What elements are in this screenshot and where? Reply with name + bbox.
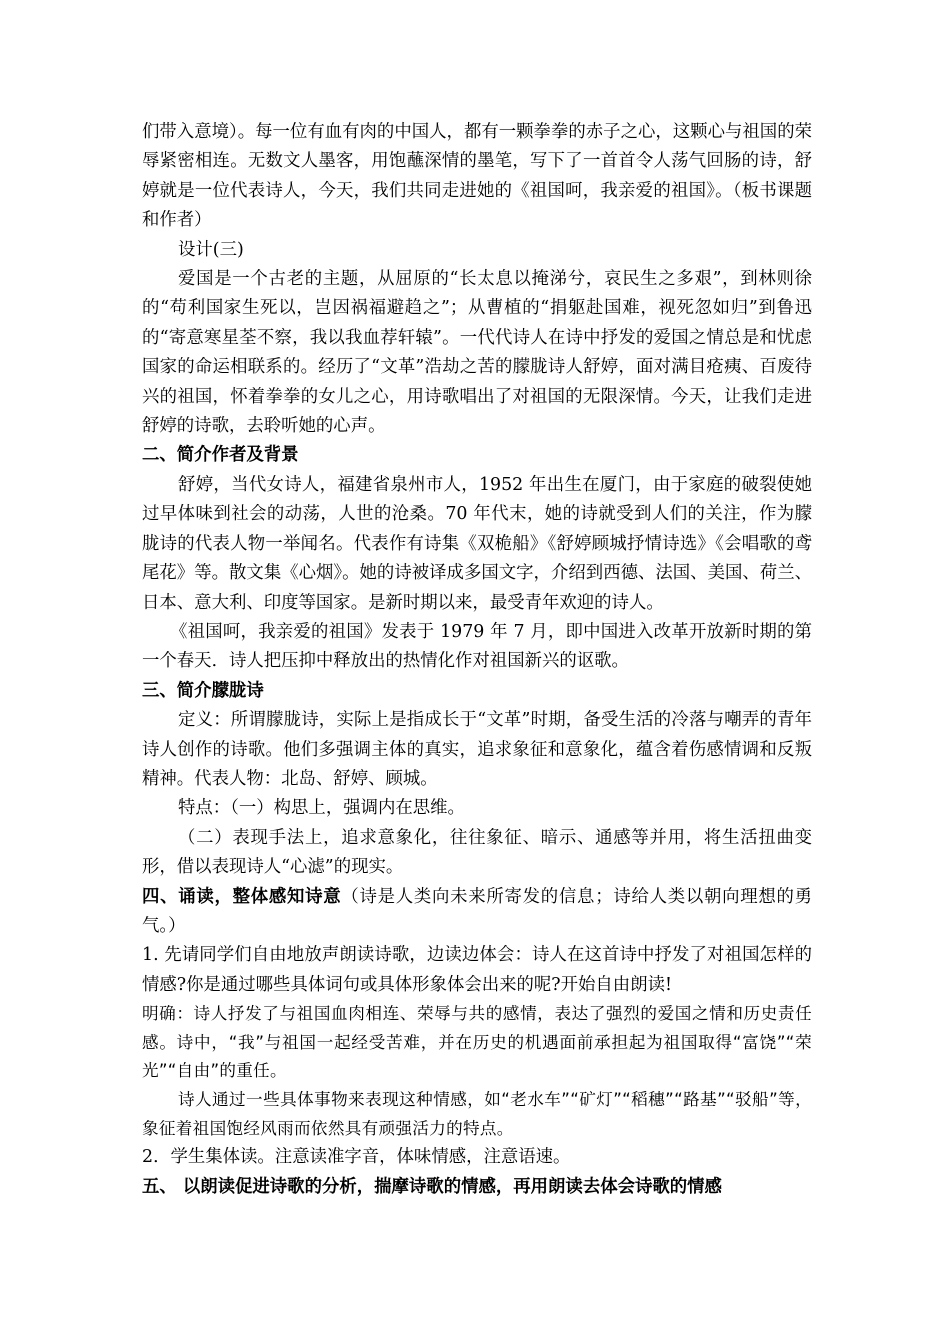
section-heading-misty-poetry: 三、简介朦胧诗 [142, 680, 264, 701]
paragraph-features-one: 特点：（一）构思上，强调内在思维。 [178, 798, 465, 819]
paragraph-poem-publication: 《祖国呵，我亲爱的祖国》发表于 1979 年 7 月，即中国进入改革开放新时期的第一个春天．诗人把压抑中释放出的热情化作对祖国新兴的讴歌。 [142, 621, 812, 672]
paragraph-features-two: （二）表现手法上，追求意象化，往往象征、暗示、通感等并用，将生活扭曲变形，借以表现诗人“心滤”的现实。 [142, 827, 812, 878]
paragraph-imagery: 诗人通过一些具体事物来表现这种情感，如“老水车”“矿灯”“稻穗”“路基”“驳船”等，象征着祖国饱经风雨而依然具有顽强活力的特点。 [142, 1089, 812, 1138]
paragraph-author-bio: 舒婷，当代女诗人，福建省泉州市人，1952 年出生在厦门，由于家庭的破裂使她过早体味到社会的动荡，人世的沧桑。70 年代末，她的诗就受到人们的关注，作为朦胧诗的代表人物一举闻名。代表作有诗集《双桅船》《舒婷顾城抒情诗选》《会唱歌的鸢尾花》等。散文集《心烟》。她的诗被译成多国文字，介绍到西德、法国、美国、荷兰、日本、意大利、印度等国家。是新时期以来，最受青年欢迎的诗人。 [142, 474, 812, 613]
paragraph-clarification: 明确：诗人抒发了与祖国血肉相连、荣辱与共的感情，表达了强烈的爱国之情和历史责任感。诗中，“我”与祖国一起经受苦难，并在历史的机遇面前承担起为祖国取得“富饶”“荣光”“自由”的重任。 [142, 1004, 812, 1081]
paragraph-misty-definition: 定义：所谓朦胧诗，实际上是指成长于“文革”时期，备受生活的冷落与嘲弄的青年诗人创作的诗歌。他们多强调主体的真实，追求象征和意象化，蕴含着伤感情调和反叛精神。代表人物：北岛、舒婷、顾城。 [142, 710, 812, 789]
paragraph-step-one: 1. 先请同学们自由地放声朗读诗歌，边读边体会：诗人在这首诗中抒发了对祖国怎样的情感?你是通过哪些具体词句或具体形象体会出来的呢?开始自由朗读! [142, 945, 812, 995]
section-heading-recitation [142, 883, 812, 942]
recitation-heading-bold: 四、诵读，整体感知诗意 [142, 886, 342, 907]
document-page [142, 118, 812, 1202]
recitation-heading-note: （诗是人类向未来所寄发的信息；诗给人类以朝向理想的勇气。） [142, 886, 812, 936]
paragraph-intro-continuation: 们带入意境）。每一位有血有肉的中国人，都有一颗拳拳的赤子之心，这颗心与祖国的荣辱紧密相连。无数文人墨客，用饱蘸深情的墨笔，写下了一首首令人荡气回肠的诗，舒婷就是一位代表诗人，今天，我们共同走进她的《祖国呵，我亲爱的祖国》。（板书课题和作者） [142, 122, 812, 231]
paragraph-step-two: 2．学生集体读。注意读准字音，体味情感，注意语速。 [142, 1147, 571, 1168]
section-heading-analysis: 五、 以朗读促进诗歌的分析，揣摩诗歌的情感，再用朗读去体会诗歌的情感 [142, 1176, 722, 1197]
paragraph-patriotism-theme: 爱国是一个古老的主题，从屈原的“长太息以掩涕兮，哀民生之多艰”，到林则徐的“苟利国家生死以，岂因祸福避趋之”；从曹植的“捐躯赴国难，视死忽如归”到鲁迅的“寄意寒星荃不察，我以我血荐轩辕”。一代代诗人在诗中抒发的爱国之情总是和忧虑国家的命运相联系的。经历了“文革”浩劫之苦的朦胧诗人舒婷，面对满目疮痍、百废待兴的祖国，怀着拳拳的女儿之心，用诗歌唱出了对祖国的无限深情。今天，让我们走进舒婷的诗歌，去聆听她的心声。 [142, 269, 812, 437]
section-heading-author-background: 二、简介作者及背景 [142, 445, 299, 466]
design-three-label: 设计(三) [178, 239, 244, 260]
